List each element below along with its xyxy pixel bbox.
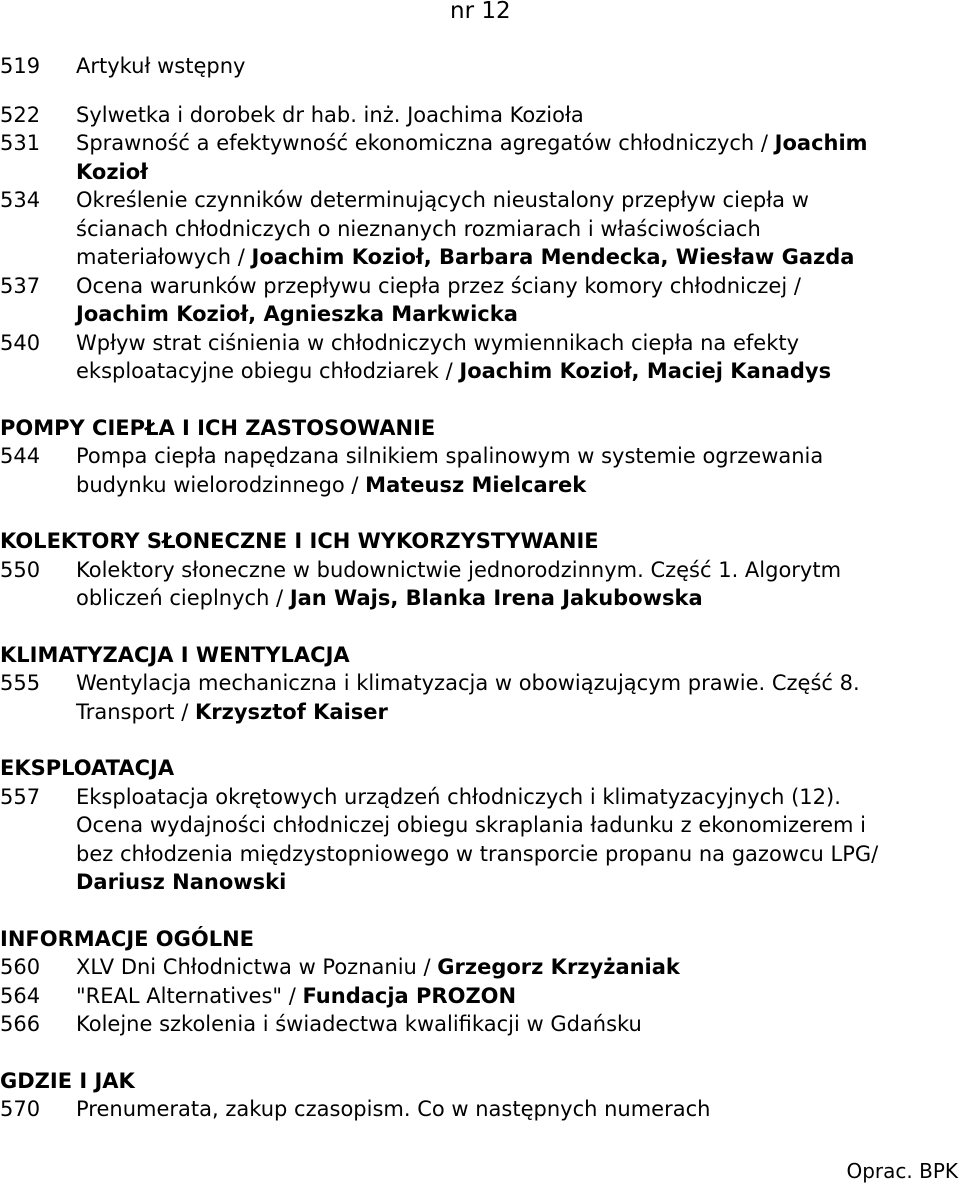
- entry-title: Ocena warunków przepływu ciepła przez ściany komory chłodniczej /: [76, 273, 801, 298]
- spacer: [0, 386, 960, 414]
- toc-entry-564: [0, 982, 884, 1011]
- page-number: 566: [0, 1012, 41, 1036]
- entry-title: "REAL Alternatives" /: [76, 983, 303, 1008]
- toc-entry-560: [0, 953, 884, 982]
- footer-credit: Oprac. BPK: [846, 1159, 958, 1183]
- page-number: 560: [0, 955, 41, 979]
- page-number: 550: [0, 557, 41, 582]
- entry-author: Mateusz Mielcarek: [365, 472, 587, 497]
- spacer: [0, 1039, 960, 1067]
- page-number: 522: [0, 102, 41, 127]
- spacer: [0, 613, 960, 641]
- page-number: 544: [0, 444, 41, 468]
- entry-title: Kolektory słoneczne w budownictwie jednorodzinnym. Część 1. Algorytm obliczeń cieplnych /: [76, 557, 842, 610]
- section-heading-heat-pumps: POMPY CIEPŁA I ICH ZASTOSOWANIE: [0, 415, 436, 440]
- section-heading-operation: EKSPLOATACJA: [0, 756, 175, 780]
- page-number: 531: [0, 131, 41, 155]
- entry-title: Określenie czynników determinujących nieustalony przepływ ciepła w ścianach chłodniczych o nieznanych rozmiarach i właściwościach materiałowych /: [76, 188, 809, 269]
- entry-author: Joachim Kozioł, Barbara Mendecka, Wiesław Gazda: [251, 245, 855, 269]
- issue-number: nr 12: [450, 0, 511, 24]
- entry-title: Sylwetka i dorobek dr hab. inż. Joachima Kozioła: [76, 102, 584, 127]
- toc-entry-557: [0, 783, 884, 897]
- page-number: 534: [0, 188, 41, 212]
- section-heading-where-how: GDZIE I JAK: [0, 1068, 135, 1093]
- entry-title: XLV Dni Chłodnictwa w Poznaniu /: [76, 955, 438, 979]
- toc-entry-531: [0, 129, 884, 186]
- entry-author: Krzysztof Kaiser: [194, 699, 388, 724]
- page-number: 555: [0, 671, 41, 695]
- spacer: [0, 499, 960, 527]
- entry-author: Joachim Kozioł: [76, 131, 868, 184]
- entry-title: Sprawność a efektywność ekonomiczna agregatów chłodniczych /: [76, 131, 775, 155]
- table-of-contents: [0, 52, 960, 1124]
- entry-title: Eksploatacja okrętowych urządzeń chłodniczych i klimatyzacyjnych (12). Ocena wydajności chłodniczej obiegu skraplania ładunku z ekonomizerem i bez chłodzenia międzystopniowego w transporcie propanu na gazowcu LPG/: [76, 784, 879, 866]
- toc-entry-550: [0, 556, 884, 613]
- toc-entry-544: [0, 442, 884, 499]
- toc-entry-555: [0, 669, 884, 726]
- spacer: [0, 81, 960, 101]
- toc-entry-537: [0, 272, 884, 329]
- page-number: 540: [0, 330, 41, 355]
- spacer: [0, 726, 960, 754]
- entry-title: Wentylacja mechaniczna i klimatyzacja w obowiązującym prawie. Część 8. Transport /: [76, 671, 860, 724]
- entry-title: Prenumerata, zakup czasopism. Co w następnych numerach: [76, 1097, 711, 1121]
- toc-entry-570: [0, 1095, 884, 1124]
- spacer: [0, 897, 960, 925]
- entry-title: Wpływ strat ciśnienia w chłodniczych wymiennikach ciepła na efekty eksploatacyjne obiegu chłodziarek /: [76, 330, 800, 383]
- toc-entry-534: [0, 186, 884, 272]
- entry-author: Joachim Kozioł, Agnieszka Markwicka: [76, 302, 518, 326]
- page-number: 570: [0, 1097, 41, 1121]
- entry-author: Jan Wajs, Blanka Irena Jakubowska: [289, 586, 703, 610]
- entry-title: Kolejne szkolenia i świadectwa kwalifikacji w Gdańsku: [76, 1012, 642, 1036]
- entry-title: Artykuł wstępny: [76, 54, 246, 78]
- entry-title: Pompa ciepła napędzana silnikiem spalinowym w systemie ogrzewania budynku wielorodzinnego /: [76, 444, 824, 497]
- toc-entry-566: [0, 1010, 884, 1039]
- page-number: 564: [0, 983, 41, 1008]
- section-heading-solar-collectors: KOLEKTORY SŁONECZNE I ICH WYKORZYSTYWANIE: [0, 529, 599, 553]
- section-heading-general-info: INFORMACJE OGÓLNE: [0, 926, 255, 951]
- toc-entry-540: [0, 329, 884, 386]
- toc-entry-519: [0, 52, 884, 81]
- section-heading-air-conditioning: KLIMATYZACJA I WENTYLACJA: [0, 642, 350, 667]
- entry-author: Fundacja PROZON: [302, 983, 517, 1008]
- entry-author: Grzegorz Krzyżaniak: [437, 955, 680, 979]
- toc-entry-522: [0, 101, 884, 130]
- page-number: 519: [0, 54, 41, 78]
- page-number: 537: [0, 273, 41, 298]
- page-number: 557: [0, 784, 41, 809]
- entry-author: Joachim Kozioł, Maciej Kanadys: [459, 359, 832, 383]
- entry-author: Dariusz Nanowski: [76, 870, 287, 894]
